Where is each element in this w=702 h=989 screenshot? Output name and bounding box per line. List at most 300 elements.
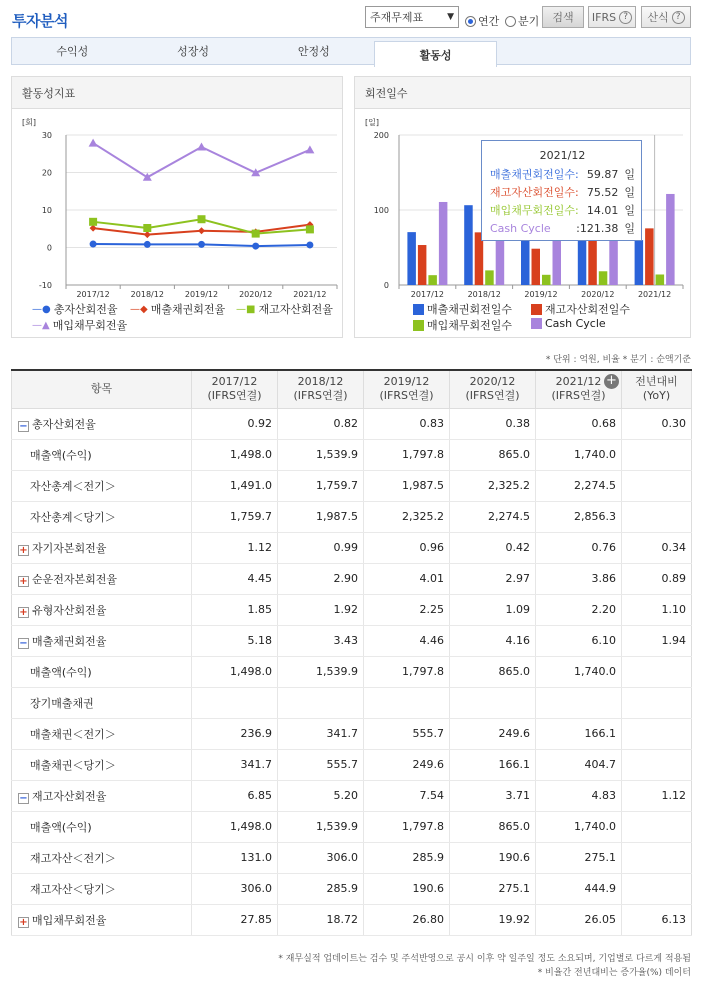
radio-annual[interactable] — [465, 10, 499, 32]
legend-marker-icon: —■ — [236, 303, 256, 315]
tooltip-value-group — [576, 220, 635, 238]
expand-icon[interactable]: + — [19, 606, 28, 618]
row-label: 매출채권＜전기＞ — [30, 727, 116, 741]
add-column-icon[interactable]: + — [604, 374, 619, 389]
tooltip-value: :121.38 — [576, 222, 619, 235]
table-cell: 27.85 — [192, 904, 278, 935]
bar — [418, 245, 427, 285]
data-point — [198, 215, 206, 223]
tooltip-value: 14.01 — [586, 204, 619, 217]
row-label-cell — [12, 563, 192, 594]
legend-marker-icon: —▲ — [32, 319, 50, 331]
column-header-period — [364, 370, 450, 408]
row-label: 재고자산＜당기＞ — [30, 882, 116, 896]
table-row — [12, 842, 692, 873]
row-label: 총자산회전율 — [32, 417, 96, 431]
table-cell: 865.0 — [450, 656, 536, 687]
y-axis-label: [일] — [365, 118, 379, 127]
y-tick-label: 30 — [41, 131, 52, 140]
ifrs-button[interactable] — [588, 6, 636, 28]
column-header-period — [192, 370, 278, 408]
tooltip-label: 매입채무회전일수: — [490, 204, 579, 217]
tooltip-value-group — [587, 184, 635, 202]
table-cell: 1,491.0 — [192, 470, 278, 501]
table-cell: 2,325.2 — [364, 501, 450, 532]
bar — [635, 240, 644, 285]
data-point — [198, 241, 205, 248]
table-row — [12, 811, 692, 842]
y-axis-label: [회] — [22, 118, 36, 127]
tab-profitability[interactable]: 수익성 — [56, 45, 89, 58]
legend-item[interactable] — [236, 301, 333, 317]
table-cell: 3.86 — [536, 563, 622, 594]
legend-item[interactable] — [531, 301, 630, 317]
column-header-label: 2017/12 (IFRS연결) — [207, 375, 262, 403]
table-cell: 6.13 — [622, 904, 692, 935]
table-cell — [622, 501, 692, 532]
table-cell: 2,856.3 — [536, 501, 622, 532]
formula-button-label: 산식 — [647, 11, 669, 24]
table-cell: 166.1 — [536, 718, 622, 749]
table-cell: 865.0 — [450, 811, 536, 842]
table-cell: 1,759.7 — [278, 470, 364, 501]
legend-item[interactable] — [531, 317, 606, 330]
table-row — [12, 408, 692, 439]
help-icon: ? — [672, 11, 685, 24]
row-label-cell — [12, 594, 192, 625]
table-cell: 0.68 — [536, 408, 622, 439]
legend-swatch-icon — [531, 304, 542, 315]
expand-icon[interactable]: + — [19, 916, 28, 928]
activity-ratio-panel — [11, 76, 343, 338]
bar — [464, 205, 473, 285]
radio-annual-label: 연간 — [478, 15, 500, 28]
row-label: 매출액(수익) — [30, 820, 92, 834]
table-cell: 0.30 — [622, 408, 692, 439]
bar — [666, 194, 675, 285]
column-header-label: 2021/12 (IFRS연결) — [551, 375, 606, 403]
x-tick-label: 2017/12 — [410, 290, 445, 299]
expand-icon[interactable]: + — [19, 544, 28, 556]
legend-label: 매출채권회전일수 — [427, 303, 513, 316]
formula-button[interactable] — [641, 6, 691, 28]
expand-icon[interactable]: + — [19, 575, 28, 587]
table-cell: 1,740.0 — [536, 656, 622, 687]
panel-title: 활동성지표 — [12, 77, 342, 109]
tooltip-unit: 일 — [624, 204, 635, 217]
table-cell: 6.85 — [192, 780, 278, 811]
table-cell: 26.05 — [536, 904, 622, 935]
legend-item[interactable] — [130, 301, 225, 317]
x-tick-label: 2021/12 — [293, 290, 327, 299]
table-cell: 285.9 — [278, 873, 364, 904]
table-cell: 0.92 — [192, 408, 278, 439]
column-header-label: 2020/12 (IFRS연결) — [465, 375, 520, 403]
table-cell: 2.25 — [364, 594, 450, 625]
table-cell — [622, 656, 692, 687]
table-cell: 1,539.9 — [278, 811, 364, 842]
table-cell: 1,539.9 — [278, 439, 364, 470]
table-cell — [622, 439, 692, 470]
legend-item[interactable] — [32, 317, 127, 333]
table-row — [12, 780, 692, 811]
legend-label: 재고자산회전율 — [258, 303, 333, 316]
tooltip-title: 2021/12 — [539, 149, 586, 162]
tooltip-label: 재고자산회전일수: — [490, 186, 579, 199]
statement-select[interactable] — [365, 6, 459, 28]
table-cell: 190.6 — [450, 842, 536, 873]
data-point — [306, 225, 314, 233]
ifrs-button-label: IFRS — [591, 10, 617, 24]
collapse-icon[interactable]: − — [19, 637, 28, 649]
table-row — [12, 904, 692, 935]
table-cell: 1.09 — [450, 594, 536, 625]
row-label-cell — [12, 904, 192, 935]
radio-unchecked-icon — [505, 16, 516, 27]
row-label-cell — [12, 439, 192, 470]
footnote-1: * 재무실적 업데이트는 검수 및 주석반영으로 공시 이후 약 일주일 정도 소요되며, 기업별로 다르게 적용됨 — [278, 954, 691, 964]
table-cell: 2.90 — [278, 563, 364, 594]
data-point — [305, 145, 314, 153]
collapse-icon[interactable]: − — [19, 420, 28, 432]
y-tick-label: 0 — [383, 281, 389, 290]
table-cell: 275.1 — [536, 842, 622, 873]
chevron-down-icon: ▼ — [447, 12, 454, 22]
table-row — [12, 501, 692, 532]
table-cell: 0.83 — [364, 408, 450, 439]
row-label-cell — [12, 687, 192, 718]
statement-select-value: 주재무제표 — [370, 11, 424, 24]
column-header-label: 2019/12 (IFRS연결) — [379, 375, 434, 403]
collapse-icon[interactable]: − — [19, 792, 28, 804]
table-row — [12, 687, 692, 718]
table-cell: 5.18 — [192, 625, 278, 656]
tooltip-row — [490, 202, 635, 220]
table-cell: 4.46 — [364, 625, 450, 656]
row-label-cell — [12, 780, 192, 811]
table-cell: 1.12 — [192, 532, 278, 563]
tooltip-label: Cash Cycle — [490, 222, 551, 235]
table-cell: 3.71 — [450, 780, 536, 811]
legend-label: 총자산회전율 — [53, 303, 118, 316]
table-cell: 4.01 — [364, 563, 450, 594]
tab-activity[interactable]: 활동성 — [374, 41, 497, 67]
activity-line-chart — [12, 109, 342, 299]
table-cell: 2.97 — [450, 563, 536, 594]
y-tick-label: 10 — [41, 206, 52, 215]
tooltip-row — [490, 220, 635, 238]
table-cell — [622, 842, 692, 873]
table-cell: 1,797.8 — [364, 811, 450, 842]
table-cell: 4.45 — [192, 563, 278, 594]
table-cell: 0.34 — [622, 532, 692, 563]
table-cell: 865.0 — [450, 439, 536, 470]
x-tick-label: 2020/12 — [581, 290, 615, 299]
table-cell: 1.10 — [622, 594, 692, 625]
legend-item[interactable] — [413, 317, 512, 333]
table-cell: 1,740.0 — [536, 439, 622, 470]
units-note: * 단위 : 억원, 비율 * 분기 : 순액기준 — [545, 355, 691, 365]
legend-swatch-icon — [413, 304, 424, 315]
tooltip-value-group — [587, 166, 635, 184]
legend-marker-icon: —◆ — [130, 303, 148, 315]
data-point — [90, 241, 97, 248]
table-cell: 1,498.0 — [192, 439, 278, 470]
legend-label: 매입채무회전일수 — [427, 319, 513, 332]
page-title: 투자분석 — [12, 12, 68, 30]
table-cell: 0.76 — [536, 532, 622, 563]
table-cell — [192, 687, 278, 718]
table-cell: 166.1 — [450, 749, 536, 780]
legend-marker-icon: —● — [32, 303, 51, 315]
column-header-label: 항목 — [90, 382, 113, 396]
radio-quarter[interactable] — [505, 10, 539, 32]
legend-label: 재고자산회전일수 — [545, 303, 631, 316]
legend-item[interactable] — [32, 301, 118, 317]
table-cell: 1.94 — [622, 625, 692, 656]
table-cell: 0.82 — [278, 408, 364, 439]
x-tick-label: 2020/12 — [239, 290, 273, 299]
row-label: 재고자산＜전기＞ — [30, 851, 116, 865]
row-label: 재고자산회전율 — [32, 789, 107, 803]
data-point — [252, 230, 260, 238]
row-label: 매출채권회전율 — [32, 634, 107, 648]
table-cell: 6.10 — [536, 625, 622, 656]
table-cell: 249.6 — [450, 718, 536, 749]
row-label-cell — [12, 625, 192, 656]
legend-swatch-icon — [531, 318, 542, 329]
tooltip-unit: 일 — [624, 186, 635, 199]
tooltip-unit: 일 — [624, 222, 635, 235]
table-cell: 285.9 — [364, 842, 450, 873]
row-label: 순운전자본회전율 — [32, 572, 118, 586]
row-label: 자산총계＜당기＞ — [30, 510, 116, 524]
table-row — [12, 718, 692, 749]
table-cell: 190.6 — [364, 873, 450, 904]
y-tick-label: 20 — [41, 168, 52, 178]
table-cell: 306.0 — [278, 842, 364, 873]
top-bar — [0, 0, 702, 36]
bar — [532, 249, 541, 285]
table-cell: 2,325.2 — [450, 470, 536, 501]
tooltip-value: 75.52 — [586, 186, 619, 199]
x-tick-label: 2019/12 — [184, 290, 219, 299]
row-label: 유형자산회전율 — [32, 603, 107, 617]
table-cell — [622, 718, 692, 749]
table-cell: 306.0 — [192, 873, 278, 904]
row-label: 매출액(수익) — [30, 665, 92, 679]
row-label: 매출채권＜당기＞ — [30, 758, 116, 772]
table-cell: 1,987.5 — [364, 470, 450, 501]
row-label-cell — [12, 873, 192, 904]
data-point — [89, 139, 98, 147]
legend-label: 매입채무회전율 — [52, 319, 128, 332]
table-row — [12, 594, 692, 625]
table-cell: 0.96 — [364, 532, 450, 563]
table-cell — [622, 749, 692, 780]
table-cell: 26.80 — [364, 904, 450, 935]
row-label-cell — [12, 811, 192, 842]
table-cell: 341.7 — [278, 718, 364, 749]
table-row — [12, 470, 692, 501]
table-cell: 0.99 — [278, 532, 364, 563]
data-point — [144, 231, 151, 238]
row-label: 매출액(수익) — [30, 448, 92, 462]
column-header-period — [622, 370, 692, 408]
column-header-label: 전년대비 (YoY) — [635, 375, 678, 403]
table-cell — [622, 873, 692, 904]
row-label-cell — [12, 842, 192, 873]
table-cell — [450, 687, 536, 718]
row-label: 장기매출채권 — [30, 696, 94, 710]
column-header-period — [536, 370, 622, 408]
table-row — [12, 749, 692, 780]
tooltip-label: 매출채권회전일수: — [490, 168, 579, 181]
row-label-cell — [12, 408, 192, 439]
x-tick-label: 2019/12 — [524, 290, 558, 299]
data-point — [143, 173, 152, 181]
x-tick-label: 2018/12 — [130, 290, 164, 299]
search-button[interactable]: 검색 — [542, 6, 584, 28]
table-cell: 0.42 — [450, 532, 536, 563]
table-cell — [536, 687, 622, 718]
table-cell: 7.54 — [364, 780, 450, 811]
table-cell: 1.92 — [278, 594, 364, 625]
table-cell — [622, 811, 692, 842]
legend-label: Cash Cycle — [545, 317, 606, 330]
table-cell: 2,274.5 — [536, 470, 622, 501]
table-cell — [622, 470, 692, 501]
table-row — [12, 532, 692, 563]
table-row — [12, 563, 692, 594]
legend-item[interactable] — [413, 301, 512, 317]
column-header-period — [278, 370, 364, 408]
row-label-cell — [12, 532, 192, 563]
bar — [542, 275, 551, 285]
help-icon: ? — [619, 11, 632, 24]
data-point — [89, 218, 97, 226]
table-cell: 18.72 — [278, 904, 364, 935]
data-point — [143, 224, 151, 232]
legend-label: 매출채권회전율 — [150, 303, 226, 316]
row-label: 자기자본회전율 — [32, 541, 107, 555]
footnote-2: * 비율간 전년대비는 증가율(%) 데이터 — [537, 968, 691, 978]
table-cell: 1,498.0 — [192, 811, 278, 842]
row-label-cell — [12, 718, 192, 749]
table-cell — [278, 687, 364, 718]
y-tick-label: -10 — [38, 281, 52, 290]
data-point — [306, 241, 313, 248]
x-tick-label: 2018/12 — [467, 290, 501, 299]
panel-title: 회전일수 — [355, 77, 690, 109]
table-cell: 1,987.5 — [278, 501, 364, 532]
y-tick-label: 0 — [46, 243, 52, 253]
data-point — [252, 243, 259, 250]
tooltip-row — [490, 184, 635, 202]
table-cell — [622, 687, 692, 718]
table-cell: 555.7 — [278, 749, 364, 780]
y-tick-label: 100 — [373, 206, 389, 215]
table-cell: 19.92 — [450, 904, 536, 935]
table-cell: 4.16 — [450, 625, 536, 656]
bar — [439, 202, 448, 285]
row-label: 자산총계＜전기＞ — [30, 479, 116, 493]
table-row — [12, 656, 692, 687]
tab-growth[interactable]: 성장성 — [177, 45, 210, 58]
table-cell: 275.1 — [450, 873, 536, 904]
tooltip-value-group — [587, 202, 635, 220]
table-cell: 341.7 — [192, 749, 278, 780]
table-cell: 131.0 — [192, 842, 278, 873]
tooltip-row — [490, 166, 635, 184]
data-point — [144, 241, 151, 248]
table-row — [12, 625, 692, 656]
tab-stability[interactable]: 안정성 — [297, 45, 330, 58]
table-cell: 1,759.7 — [192, 501, 278, 532]
table-cell: 2.20 — [536, 594, 622, 625]
row-label-cell — [12, 470, 192, 501]
bar — [645, 228, 654, 285]
data-point — [197, 143, 206, 151]
table-cell: 1,797.8 — [364, 439, 450, 470]
row-label: 매입채무회전율 — [32, 913, 107, 927]
table-cell: 404.7 — [536, 749, 622, 780]
table-cell: 1,797.8 — [364, 656, 450, 687]
analysis-tabs — [11, 37, 691, 65]
column-header-label: 2018/12 (IFRS연결) — [293, 375, 348, 403]
tooltip-value: 59.87 — [586, 168, 619, 181]
table-cell: 0.38 — [450, 408, 536, 439]
activity-table — [11, 369, 692, 936]
chart-tooltip — [481, 140, 642, 241]
x-tick-label: 2021/12 — [637, 290, 672, 299]
tab-empty — [497, 38, 690, 64]
table-cell: 2,274.5 — [450, 501, 536, 532]
radio-checked-icon — [465, 16, 476, 27]
table-cell: 1,498.0 — [192, 656, 278, 687]
row-label-cell — [12, 656, 192, 687]
bar — [656, 274, 665, 285]
legend-swatch-icon — [413, 320, 424, 331]
table-cell: 4.83 — [536, 780, 622, 811]
bar — [485, 270, 494, 285]
bar — [599, 271, 608, 285]
column-header-period — [450, 370, 536, 408]
table-cell: 1,740.0 — [536, 811, 622, 842]
table-cell: 1.85 — [192, 594, 278, 625]
table-cell: 1.12 — [622, 780, 692, 811]
data-point — [198, 227, 205, 234]
column-header-item — [12, 370, 192, 408]
table-cell: 3.43 — [278, 625, 364, 656]
table-row — [12, 873, 692, 904]
table-row — [12, 439, 692, 470]
table-cell: 249.6 — [364, 749, 450, 780]
bar — [407, 232, 416, 285]
table-cell: 1,539.9 — [278, 656, 364, 687]
table-cell: 555.7 — [364, 718, 450, 749]
table-cell: 444.9 — [536, 873, 622, 904]
x-tick-label: 2017/12 — [76, 290, 110, 299]
row-label-cell — [12, 749, 192, 780]
tooltip-unit: 일 — [624, 168, 635, 181]
radio-quarter-label: 분기 — [518, 15, 540, 28]
table-cell: 0.89 — [622, 563, 692, 594]
table-cell — [364, 687, 450, 718]
table-cell: 236.9 — [192, 718, 278, 749]
bar — [428, 275, 437, 285]
row-label-cell — [12, 501, 192, 532]
